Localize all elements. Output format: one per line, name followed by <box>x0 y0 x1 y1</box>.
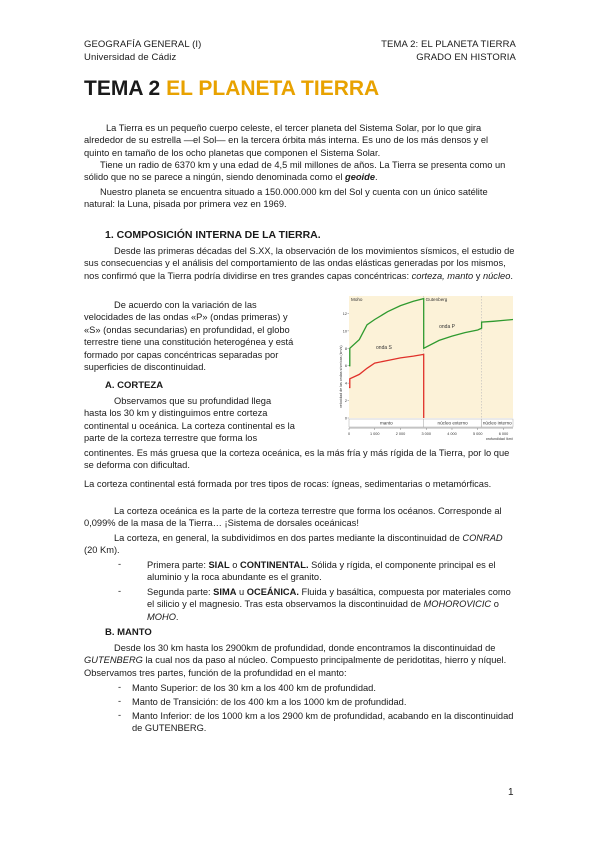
moho-term: MOHO <box>147 611 176 622</box>
corteza-paragraph-2: La corteza continental está formada por tres tipos de rocas: ígneas, sedimentarias o metamórficas. <box>84 479 492 489</box>
corteza-list-item-sima: Segunda parte: SIMA u OCEÁNICA. Fluida y basáltica, compuesta por materiales como el silicio y el magnesio. Tras esta observamos la discontinuidad de MOHOROVICIC o MOHO. <box>147 587 511 622</box>
chart-x-tick-label: 1 000 <box>369 432 380 436</box>
header-topic: TEMA 2: EL PLANETA TIERRA <box>381 39 516 50</box>
header-course: GEOGRAFÍA GENERAL (I) <box>84 39 202 50</box>
corteza-paragraph-1: Observamos que su profundidad llega hasta los 30 km y distinguimos entre corteza continental u oceánica. La corteza continental es la parte de la corteza terrestre que forma los <box>84 396 295 444</box>
intro-paragraph-2: Tiene un radio de 6370 km y una edad de 4,5 mil millones de años. La Tierra se presenta como un sólido que no se parece a ningún, siendo denominada como el geoide. <box>84 160 506 183</box>
chart-x-axis-label: profundidad (km) <box>485 437 513 440</box>
corteza-paragraph-3: La corteza oceánica es la parte de la corteza terrestre que forma los océanos. Corresponde al 0,099% de la masa de la Tierra… ¡Sistema de dorsales oceánicas! <box>84 506 502 529</box>
header-degree: GRADO EN HISTORIA <box>416 52 516 63</box>
manto-list-item: Manto de Transición: de los 400 km a los 1000 km de profundidad. <box>132 697 407 707</box>
manto-list-item: Manto Inferior: de los 1000 km a los 2900 km de profundidad, acabando en la discontinuidad de GUTENBERG. <box>132 711 514 734</box>
section-heading-composicion: 1. COMPOSICIÓN INTERNA DE LA TIERRA. <box>105 229 321 241</box>
section1-paragraph-2: De acuerdo con la variación de las velocidades de las ondas «P» (ondas primeras) y «S» (ondas secundarias) en profundidad, el globo terrestre tiene una constitución heterogénea y está formado por capas concéntricas separadas por superficies de discontinuidad. <box>84 300 294 373</box>
corteza-list-item-sial: Primera parte: SIAL o CONTINENTAL. Sólida y rígida, el componente principal es el aluminio y la roca abundante es el granito. <box>147 560 496 583</box>
chart-y-tick-label: 6 <box>344 364 347 369</box>
chart-zone-label: manto <box>379 420 393 426</box>
list-dash: - <box>118 710 122 720</box>
chart-zone-label: núcleo interno <box>482 420 512 426</box>
chart-x-tick-label: 6 000 <box>498 432 509 436</box>
list-dash: - <box>118 586 122 596</box>
seismic-velocity-chart <box>339 292 517 440</box>
chart-y-tick-label: 8 <box>344 346 347 351</box>
title-accent: EL PLANETA TIERRA <box>166 77 380 100</box>
chart-boundary-label-gutenberg: Gutenberg <box>425 297 448 302</box>
intro-paragraph-3: Nuestro planeta se encuentra situado a 150.000.000 km del Sol y cuenta con un único satélite natural: la Luna, pisada por primera vez en 1969. <box>84 187 488 210</box>
list-dash: - <box>118 559 122 569</box>
chart-x-tick-label: 5 000 <box>472 432 483 436</box>
chart-y-tick-label: 12 <box>342 311 347 316</box>
mohorovicic-term: MOHOROVICIC <box>423 599 492 610</box>
intro-paragraph-1: La Tierra es un pequeño cuerpo celeste, el tercer planeta del Sistema Solar, por lo que gira alrededor de su estrella —el Sol— en la tercera órbita más interna. Es uno de los más densos y el quinto en tamaño de los ocho planetas que componen el Sistema Solar. <box>84 123 489 158</box>
subheading-manto: B. MANTO <box>105 627 152 638</box>
header-university: Universidad de Cádiz <box>84 52 177 63</box>
conrad-term: CONRAD <box>462 533 503 543</box>
chart-series-label-onda-p: onda P <box>439 324 455 331</box>
chart-y-tick-label: 10 <box>342 329 347 334</box>
page-number: 1 <box>508 787 514 798</box>
chart-series-label-onda-s: onda S <box>376 345 392 352</box>
chart-plot-area <box>349 296 513 418</box>
manto-list-item: Manto Superior: de los 30 km a los 400 km de profundidad. <box>132 683 376 693</box>
title-prefix: TEMA 2 <box>84 77 161 100</box>
chart-y-tick-label: 4 <box>344 381 347 386</box>
geoide-term: geoide <box>345 172 375 183</box>
chart-y-tick-label: 0 <box>344 416 347 421</box>
corteza-paragraph-4: La corteza, en general, la subdividimos en dos partes mediante la discontinuidad de CONRAD (20 Km). <box>84 533 503 556</box>
list-dash: - <box>118 696 122 706</box>
manto-paragraph-1: Desde los 30 km hasta los 2900km de profundidad, donde encontramos la discontinuidad de GUTENBERG la cual nos da paso al núcleo. Compuesto principalmente de peridotitas, hierro y níquel. Observamos tres partes, función de la profundidad en el manto: <box>84 643 507 678</box>
gutenberg-term: GUTENBERG <box>84 655 143 666</box>
chart-x-tick-label: 0 <box>347 432 351 436</box>
chart-zone-label: núcleo externo <box>437 420 468 426</box>
chart-x-tick-label: 2 000 <box>395 432 406 436</box>
list-dash: - <box>118 682 122 692</box>
chart-x-tick-label: 3 000 <box>421 432 431 436</box>
corteza-paragraph-1-cont: continentes. Es más gruesa que la corteza oceánica, es la más fría y más rígida de la Tierra, por lo que se deforma con dificultad. <box>84 448 510 471</box>
subheading-corteza: A. CORTEZA <box>105 380 164 391</box>
chart-x-tick-label: 4 000 <box>447 432 457 436</box>
section1-paragraph-1: Desde las primeras décadas del S.XX, la observación de los movimientos sísmicos, el estudio de sus consecuencias y el análisis del comportamiento de las ondas elásticas generadas por los mismos, nos confirmó que la Tierra podría dividirse en tres grandes capas concéntricas: corteza, manto y núcleo. <box>84 246 515 281</box>
chart-boundary-label-moho: Moho <box>351 297 363 302</box>
chart-y-tick-label: 2 <box>344 399 347 404</box>
chart-y-axis-label: velocidad de las ondas sísmicas (km/s) <box>339 345 343 408</box>
page-title <box>84 77 379 101</box>
